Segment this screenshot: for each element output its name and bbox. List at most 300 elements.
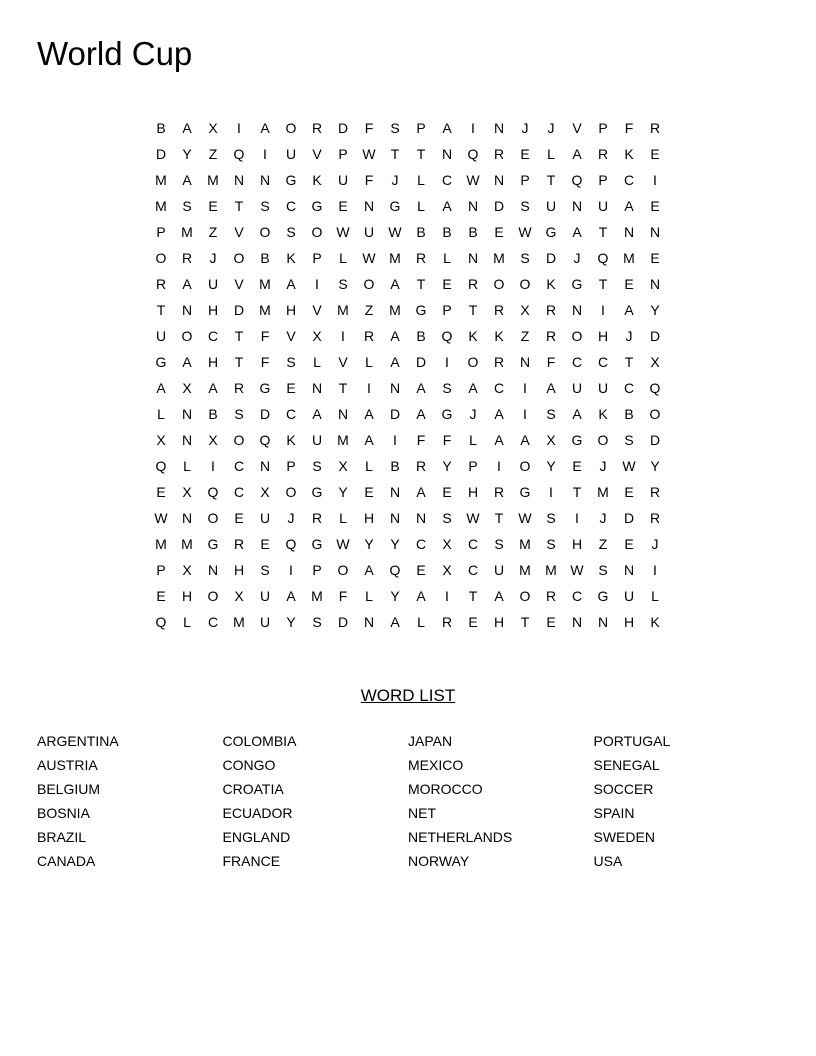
word-list-item: MEXICO [408, 757, 464, 773]
grid-letter: F [546, 354, 556, 370]
word-list-item: SENEGAL [593, 757, 660, 773]
grid-letter: A [286, 588, 296, 604]
grid-letter: W [362, 146, 376, 162]
grid-letter: B [416, 328, 426, 344]
word-list-item: MOROCCO [408, 781, 483, 797]
grid-letter: B [442, 224, 452, 240]
grid-letter: O [519, 276, 531, 292]
word-list-item: SWEDEN [593, 829, 655, 845]
grid-letter: G [155, 354, 167, 370]
grid-letter: R [311, 120, 323, 136]
grid-letter: J [391, 172, 399, 188]
grid-letter: V [572, 120, 582, 136]
grid-letter: A [494, 588, 504, 604]
grid-letter: C [233, 458, 245, 474]
grid-letter: M [207, 172, 219, 188]
grid-letter: E [624, 484, 634, 500]
grid-letter: A [390, 328, 400, 344]
grid-letter: N [181, 406, 193, 422]
grid-letter: L [365, 588, 373, 604]
grid-letter: S [520, 198, 530, 214]
grid-row [148, 271, 668, 297]
grid-letter: A [468, 380, 478, 396]
grid-letter: P [312, 250, 322, 266]
grid-letter: N [363, 198, 375, 214]
grid-letter: S [312, 458, 322, 474]
grid-letter: R [597, 146, 609, 162]
grid-letter: O [363, 276, 375, 292]
grid-letter: N [389, 380, 401, 396]
grid-letter: J [287, 510, 295, 526]
grid-letter: W [570, 562, 584, 578]
grid-letter: N [571, 614, 583, 630]
grid-letter: S [442, 510, 452, 526]
grid-letter: Y [286, 614, 296, 630]
grid-letter: Y [442, 458, 452, 474]
grid-letter: N [337, 406, 349, 422]
grid-letter: M [337, 432, 349, 448]
grid-letter: Q [597, 250, 609, 266]
letter-grid [148, 115, 668, 635]
grid-letter: V [286, 328, 296, 344]
grid-letter: A [260, 120, 270, 136]
grid-letter: H [597, 328, 609, 344]
grid-letter: X [520, 302, 530, 318]
grid-letter: O [649, 406, 661, 422]
grid-letter: R [493, 146, 505, 162]
grid-letter: M [155, 198, 167, 214]
grid-letter: W [336, 536, 350, 552]
grid-letter: U [285, 146, 297, 162]
grid-letter: P [156, 562, 166, 578]
grid-letter: T [624, 354, 634, 370]
grid-letter: C [207, 614, 219, 630]
word-list-item: ECUADOR [222, 805, 293, 821]
grid-letter: U [259, 588, 271, 604]
grid-letter: A [416, 588, 426, 604]
grid-letter: E [546, 614, 556, 630]
grid-letter: E [624, 536, 634, 552]
grid-letter: Z [208, 224, 218, 240]
grid-row [148, 427, 668, 453]
grid-letter: Z [364, 302, 374, 318]
grid-letter: E [442, 484, 452, 500]
grid-letter: U [571, 380, 583, 396]
grid-letter: M [389, 250, 401, 266]
grid-letter: J [625, 328, 633, 344]
grid-letter: K [468, 328, 478, 344]
grid-row [148, 505, 668, 531]
grid-letter: O [181, 328, 193, 344]
grid-letter: P [156, 224, 166, 240]
page-title: World Cup [37, 35, 193, 72]
grid-letter: Q [285, 536, 297, 552]
grid-letter: G [207, 536, 219, 552]
grid-letter: D [259, 406, 271, 422]
grid-letter: M [259, 302, 271, 318]
grid-letter: A [390, 614, 400, 630]
grid-letter: J [469, 406, 477, 422]
grid-letter: O [285, 120, 297, 136]
grid-letter: T [598, 224, 608, 240]
grid-letter: G [597, 588, 609, 604]
grid-letter: J [547, 120, 555, 136]
word-list-item: COLOMBIA [222, 733, 297, 749]
grid-letter: M [493, 250, 505, 266]
grid-letter: A [416, 484, 426, 500]
grid-letter: M [597, 484, 609, 500]
grid-letter: I [341, 328, 345, 344]
grid-letter: T [494, 510, 504, 526]
grid-letter: M [389, 302, 401, 318]
grid-letter: E [364, 484, 374, 500]
grid-letter: R [545, 328, 557, 344]
grid-letter: M [623, 250, 635, 266]
grid-letter: C [441, 172, 453, 188]
word-list-item: FRANCE [222, 853, 281, 869]
grid-letter: C [597, 354, 609, 370]
grid-letter: I [263, 146, 267, 162]
grid-letter: Q [155, 614, 167, 630]
grid-letter: C [415, 536, 427, 552]
word-list-column [408, 731, 594, 875]
grid-letter: K [494, 328, 504, 344]
grid-letter: H [285, 302, 297, 318]
grid-row [148, 115, 668, 141]
grid-letter: S [286, 354, 296, 370]
grid-letter: Y [390, 536, 400, 552]
grid-letter: C [233, 484, 245, 500]
grid-letter: U [545, 198, 557, 214]
grid-letter: S [598, 562, 608, 578]
grid-letter: U [311, 432, 323, 448]
grid-letter: N [181, 510, 193, 526]
grid-letter: D [233, 302, 245, 318]
word-list-item: ENGLAND [222, 829, 291, 845]
grid-letter: X [650, 354, 660, 370]
grid-letter: A [624, 198, 634, 214]
grid-letter: S [546, 536, 556, 552]
grid-letter: S [546, 406, 556, 422]
grid-letter: R [649, 120, 661, 136]
grid-letter: E [416, 562, 426, 578]
grid-letter: A [182, 120, 192, 136]
word-list-heading: WORD LIST [360, 686, 456, 705]
grid-letter: G [311, 536, 323, 552]
grid-letter: P [598, 120, 608, 136]
grid-letter: V [312, 302, 322, 318]
grid-letter: B [416, 224, 426, 240]
grid-letter: R [493, 302, 505, 318]
grid-letter: A [390, 354, 400, 370]
grid-letter: A [364, 562, 374, 578]
grid-letter: W [336, 224, 350, 240]
grid-letter: O [155, 250, 167, 266]
grid-letter: R [363, 328, 375, 344]
grid-letter: P [468, 458, 478, 474]
grid-letter: B [156, 120, 166, 136]
grid-letter: M [155, 172, 167, 188]
grid-letter: R [649, 510, 661, 526]
grid-letter: A [494, 432, 504, 448]
grid-letter: Q [233, 146, 245, 162]
grid-letter: A [442, 120, 452, 136]
word-list-item: BRAZIL [37, 829, 87, 845]
grid-letter: A [546, 380, 556, 396]
grid-letter: R [493, 484, 505, 500]
grid-letter: Y [650, 302, 660, 318]
grid-letter: X [260, 484, 270, 500]
grid-letter: K [286, 250, 296, 266]
grid-row [148, 557, 668, 583]
grid-letter: P [442, 302, 452, 318]
grid-letter: M [519, 536, 531, 552]
grid-letter: I [367, 380, 371, 396]
grid-letter: N [311, 380, 323, 396]
grid-letter: G [311, 484, 323, 500]
grid-letter: S [182, 198, 192, 214]
grid-letter: O [337, 562, 349, 578]
grid-letter: W [518, 510, 532, 526]
grid-letter: M [519, 562, 531, 578]
grid-row [148, 245, 668, 271]
grid-letter: X [312, 328, 322, 344]
grid-letter: E [286, 380, 296, 396]
grid-letter: X [182, 484, 192, 500]
grid-letter: R [415, 458, 427, 474]
grid-letter: N [181, 432, 193, 448]
grid-letter: B [208, 406, 218, 422]
grid-letter: Q [259, 432, 271, 448]
grid-letter: J [599, 510, 607, 526]
grid-letter: A [182, 276, 192, 292]
grid-letter: T [520, 614, 530, 630]
grid-letter: G [259, 380, 271, 396]
grid-letter: P [312, 562, 322, 578]
grid-letter: X [182, 380, 192, 396]
grid-letter: T [234, 354, 244, 370]
word-list-item: CANADA [37, 853, 96, 869]
grid-letter: O [493, 276, 505, 292]
grid-letter: X [338, 458, 348, 474]
grid-letter: O [467, 354, 479, 370]
grid-letter: E [156, 588, 166, 604]
grid-letter: L [183, 614, 191, 630]
grid-letter: J [599, 458, 607, 474]
grid-letter: I [523, 406, 527, 422]
grid-row [148, 167, 668, 193]
grid-letter: N [467, 250, 479, 266]
grid-letter: O [233, 250, 245, 266]
grid-letter: T [156, 302, 166, 318]
grid-letter: G [389, 198, 401, 214]
grid-letter: O [233, 432, 245, 448]
word-list-item: NORWAY [408, 853, 470, 869]
grid-letter: H [467, 484, 479, 500]
grid-letter: S [520, 250, 530, 266]
grid-letter: A [364, 432, 374, 448]
grid-letter: T [468, 588, 478, 604]
grid-letter: R [493, 354, 505, 370]
grid-letter: C [467, 536, 479, 552]
grid-letter: G [571, 276, 583, 292]
grid-letter: H [363, 510, 375, 526]
grid-letter: T [338, 380, 348, 396]
grid-letter: X [546, 432, 556, 448]
grid-letter: C [493, 380, 505, 396]
grid-letter: A [182, 354, 192, 370]
grid-letter: U [207, 276, 219, 292]
grid-row [148, 401, 668, 427]
grid-letter: K [312, 172, 322, 188]
grid-letter: M [545, 562, 557, 578]
grid-letter: K [546, 276, 556, 292]
grid-letter: E [442, 276, 452, 292]
grid-letter: Z [598, 536, 608, 552]
grid-letter: I [289, 562, 293, 578]
grid-letter: O [207, 510, 219, 526]
grid-letter: L [183, 458, 191, 474]
grid-letter: O [597, 432, 609, 448]
grid-letter: H [207, 302, 219, 318]
grid-letter: G [571, 432, 583, 448]
grid-letter: I [549, 484, 553, 500]
grid-letter: J [209, 250, 217, 266]
word-list-item: CROATIA [222, 781, 284, 797]
grid-letter: X [208, 432, 218, 448]
grid-letter: N [259, 172, 271, 188]
grid-row [148, 583, 668, 609]
grid-letter: T [234, 198, 244, 214]
grid-letter: E [650, 250, 660, 266]
grid-letter: M [337, 302, 349, 318]
grid-letter: L [417, 614, 425, 630]
grid-letter: F [364, 120, 374, 136]
grid-letter: L [547, 146, 555, 162]
grid-letter: E [650, 146, 660, 162]
word-list-column [37, 731, 223, 875]
grid-row [148, 219, 668, 245]
grid-letter: O [571, 328, 583, 344]
grid-letter: A [572, 406, 582, 422]
grid-letter: Q [389, 562, 401, 578]
grid-letter: A [572, 224, 582, 240]
grid-letter: K [598, 406, 608, 422]
grid-letter: U [337, 172, 349, 188]
grid-letter: F [624, 120, 634, 136]
grid-letter: O [311, 224, 323, 240]
grid-letter: I [471, 120, 475, 136]
grid-letter: D [493, 198, 505, 214]
grid-letter: R [545, 588, 557, 604]
grid-letter: L [365, 458, 373, 474]
grid-letter: P [598, 172, 608, 188]
grid-letter: X [208, 120, 218, 136]
grid-letter: Y [338, 484, 348, 500]
grid-letter: C [571, 588, 583, 604]
grid-letter: A [208, 380, 218, 396]
grid-letter: T [390, 146, 400, 162]
grid-letter: U [493, 562, 505, 578]
grid-letter: W [622, 458, 636, 474]
grid-letter: L [443, 250, 451, 266]
grid-letter: E [650, 198, 660, 214]
grid-letter: K [286, 432, 296, 448]
grid-letter: F [416, 432, 426, 448]
grid-letter: U [623, 588, 635, 604]
word-list-item: BELGIUM [37, 781, 101, 797]
grid-letter: B [260, 250, 270, 266]
grid-letter: A [442, 198, 452, 214]
grid-letter: M [311, 588, 323, 604]
grid-letter: N [493, 120, 505, 136]
grid-row [148, 479, 668, 505]
grid-letter: E [624, 276, 634, 292]
grid-letter: B [624, 406, 634, 422]
grid-letter: I [211, 458, 215, 474]
grid-letter: S [338, 276, 348, 292]
grid-letter: A [364, 406, 374, 422]
grid-letter: E [338, 198, 348, 214]
word-list-item: ARGENTINA [37, 733, 119, 749]
grid-letter: A [416, 406, 426, 422]
grid-letter: S [260, 562, 270, 578]
grid-letter: I [315, 276, 319, 292]
grid-letter: T [234, 328, 244, 344]
grid-letter: S [390, 120, 400, 136]
grid-letter: D [389, 406, 401, 422]
grid-letter: E [468, 614, 478, 630]
grid-letter: N [389, 484, 401, 500]
word-list-item: NETHERLANDS [408, 829, 513, 845]
grid-letter: L [157, 406, 165, 422]
grid-letter: N [623, 562, 635, 578]
grid-letter: R [233, 380, 245, 396]
grid-letter: R [467, 276, 479, 292]
grid-letter: E [494, 224, 504, 240]
word-list-item: JAPAN [408, 733, 453, 749]
grid-letter: X [156, 432, 166, 448]
grid-letter: I [393, 432, 397, 448]
grid-letter: N [597, 614, 609, 630]
grid-letter: L [651, 588, 659, 604]
grid-letter: X [442, 562, 452, 578]
grid-letter: D [337, 614, 349, 630]
grid-letter: R [311, 510, 323, 526]
grid-letter: O [519, 588, 531, 604]
grid-letter: Y [390, 588, 400, 604]
grid-letter: A [390, 276, 400, 292]
grid-letter: Z [208, 146, 218, 162]
grid-letter: C [467, 562, 479, 578]
word-list-item: CONGO [222, 757, 276, 773]
grid-letter: D [649, 432, 661, 448]
grid-letter: V [312, 146, 322, 162]
grid-letter: S [286, 224, 296, 240]
grid-letter: U [363, 224, 375, 240]
word-list-item: NET [408, 805, 436, 821]
grid-letter: N [181, 302, 193, 318]
grid-letter: D [415, 354, 427, 370]
grid-letter: N [649, 224, 661, 240]
grid-letter: M [155, 536, 167, 552]
word-list-column [594, 731, 780, 875]
grid-letter: A [520, 432, 530, 448]
grid-letter: R [441, 614, 453, 630]
grid-letter: T [468, 302, 478, 318]
grid-letter: J [521, 120, 529, 136]
grid-letter: M [259, 276, 271, 292]
